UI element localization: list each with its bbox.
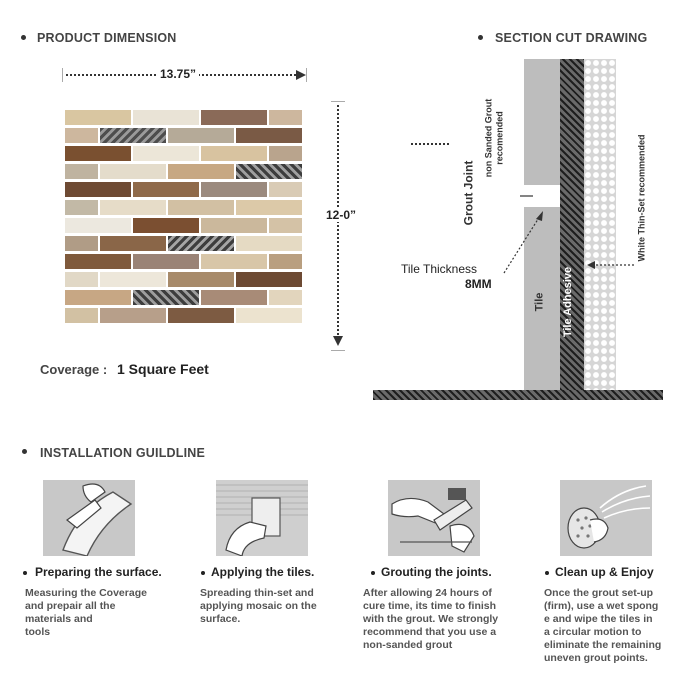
- section-bullet: [22, 449, 27, 454]
- step-bullet: [545, 571, 549, 575]
- grout-note-label: non Sanded Grout recomended: [483, 98, 505, 178]
- width-label: 13.75”: [157, 67, 199, 81]
- thickness-value: 8MM: [465, 277, 492, 291]
- coverage-value: 1 Square Feet: [117, 361, 209, 377]
- step-3-image: [388, 480, 480, 556]
- tile-thickness-label: Tile Thickness: [401, 262, 478, 276]
- step-bullet: [371, 571, 375, 575]
- product-dimension-title: PRODUCT DIMENSION: [37, 31, 177, 45]
- step-1-title: Preparing the surface.: [35, 565, 162, 579]
- trowel-icon: [216, 480, 308, 556]
- measuring-tape-icon: [43, 480, 135, 556]
- sponge-icon: [560, 480, 652, 556]
- step-1-image: [43, 480, 135, 556]
- step-4-image: [560, 480, 652, 556]
- installation-title: INSTALLATION GUILDLINE: [40, 446, 206, 460]
- step-2-desc: Spreading thin-set and applying mosaic on the surface.: [200, 587, 317, 625]
- thinset-label: White Thin-Set recommended: [636, 134, 647, 262]
- step-1-desc: Measuring the Coverage and prepair all the materials and tools: [25, 587, 147, 638]
- step-3-desc: After allowing 24 hours of cure time, its time to finish with the grout. We strongly recommend that you use a non-sanded grout: [363, 587, 499, 651]
- step-2-image: [216, 480, 308, 556]
- grout-joint-label: Grout Joint: [461, 160, 476, 226]
- height-label: 12-0”: [323, 208, 359, 222]
- step-3-title: Grouting the joints.: [381, 565, 492, 579]
- step-2-title: Applying the tiles.: [211, 565, 315, 579]
- step-4-desc: Once the grout set-up (firm), use a wet spong e and wipe the tiles in a circular motion to eliminate the remaining uneven grout points.: [544, 587, 662, 664]
- tile-label: Tile: [533, 292, 546, 312]
- grout-float-icon: [388, 480, 480, 556]
- section-cut-title: SECTION CUT DRAWING: [495, 31, 648, 45]
- step-bullet: [201, 571, 205, 575]
- step-4-title: Clean up & Enjoy: [555, 565, 654, 579]
- tile-adhesive-label: Tile Adhesive: [562, 266, 575, 338]
- step-bullet: [23, 571, 27, 575]
- coverage-label: Coverage :: [40, 362, 108, 377]
